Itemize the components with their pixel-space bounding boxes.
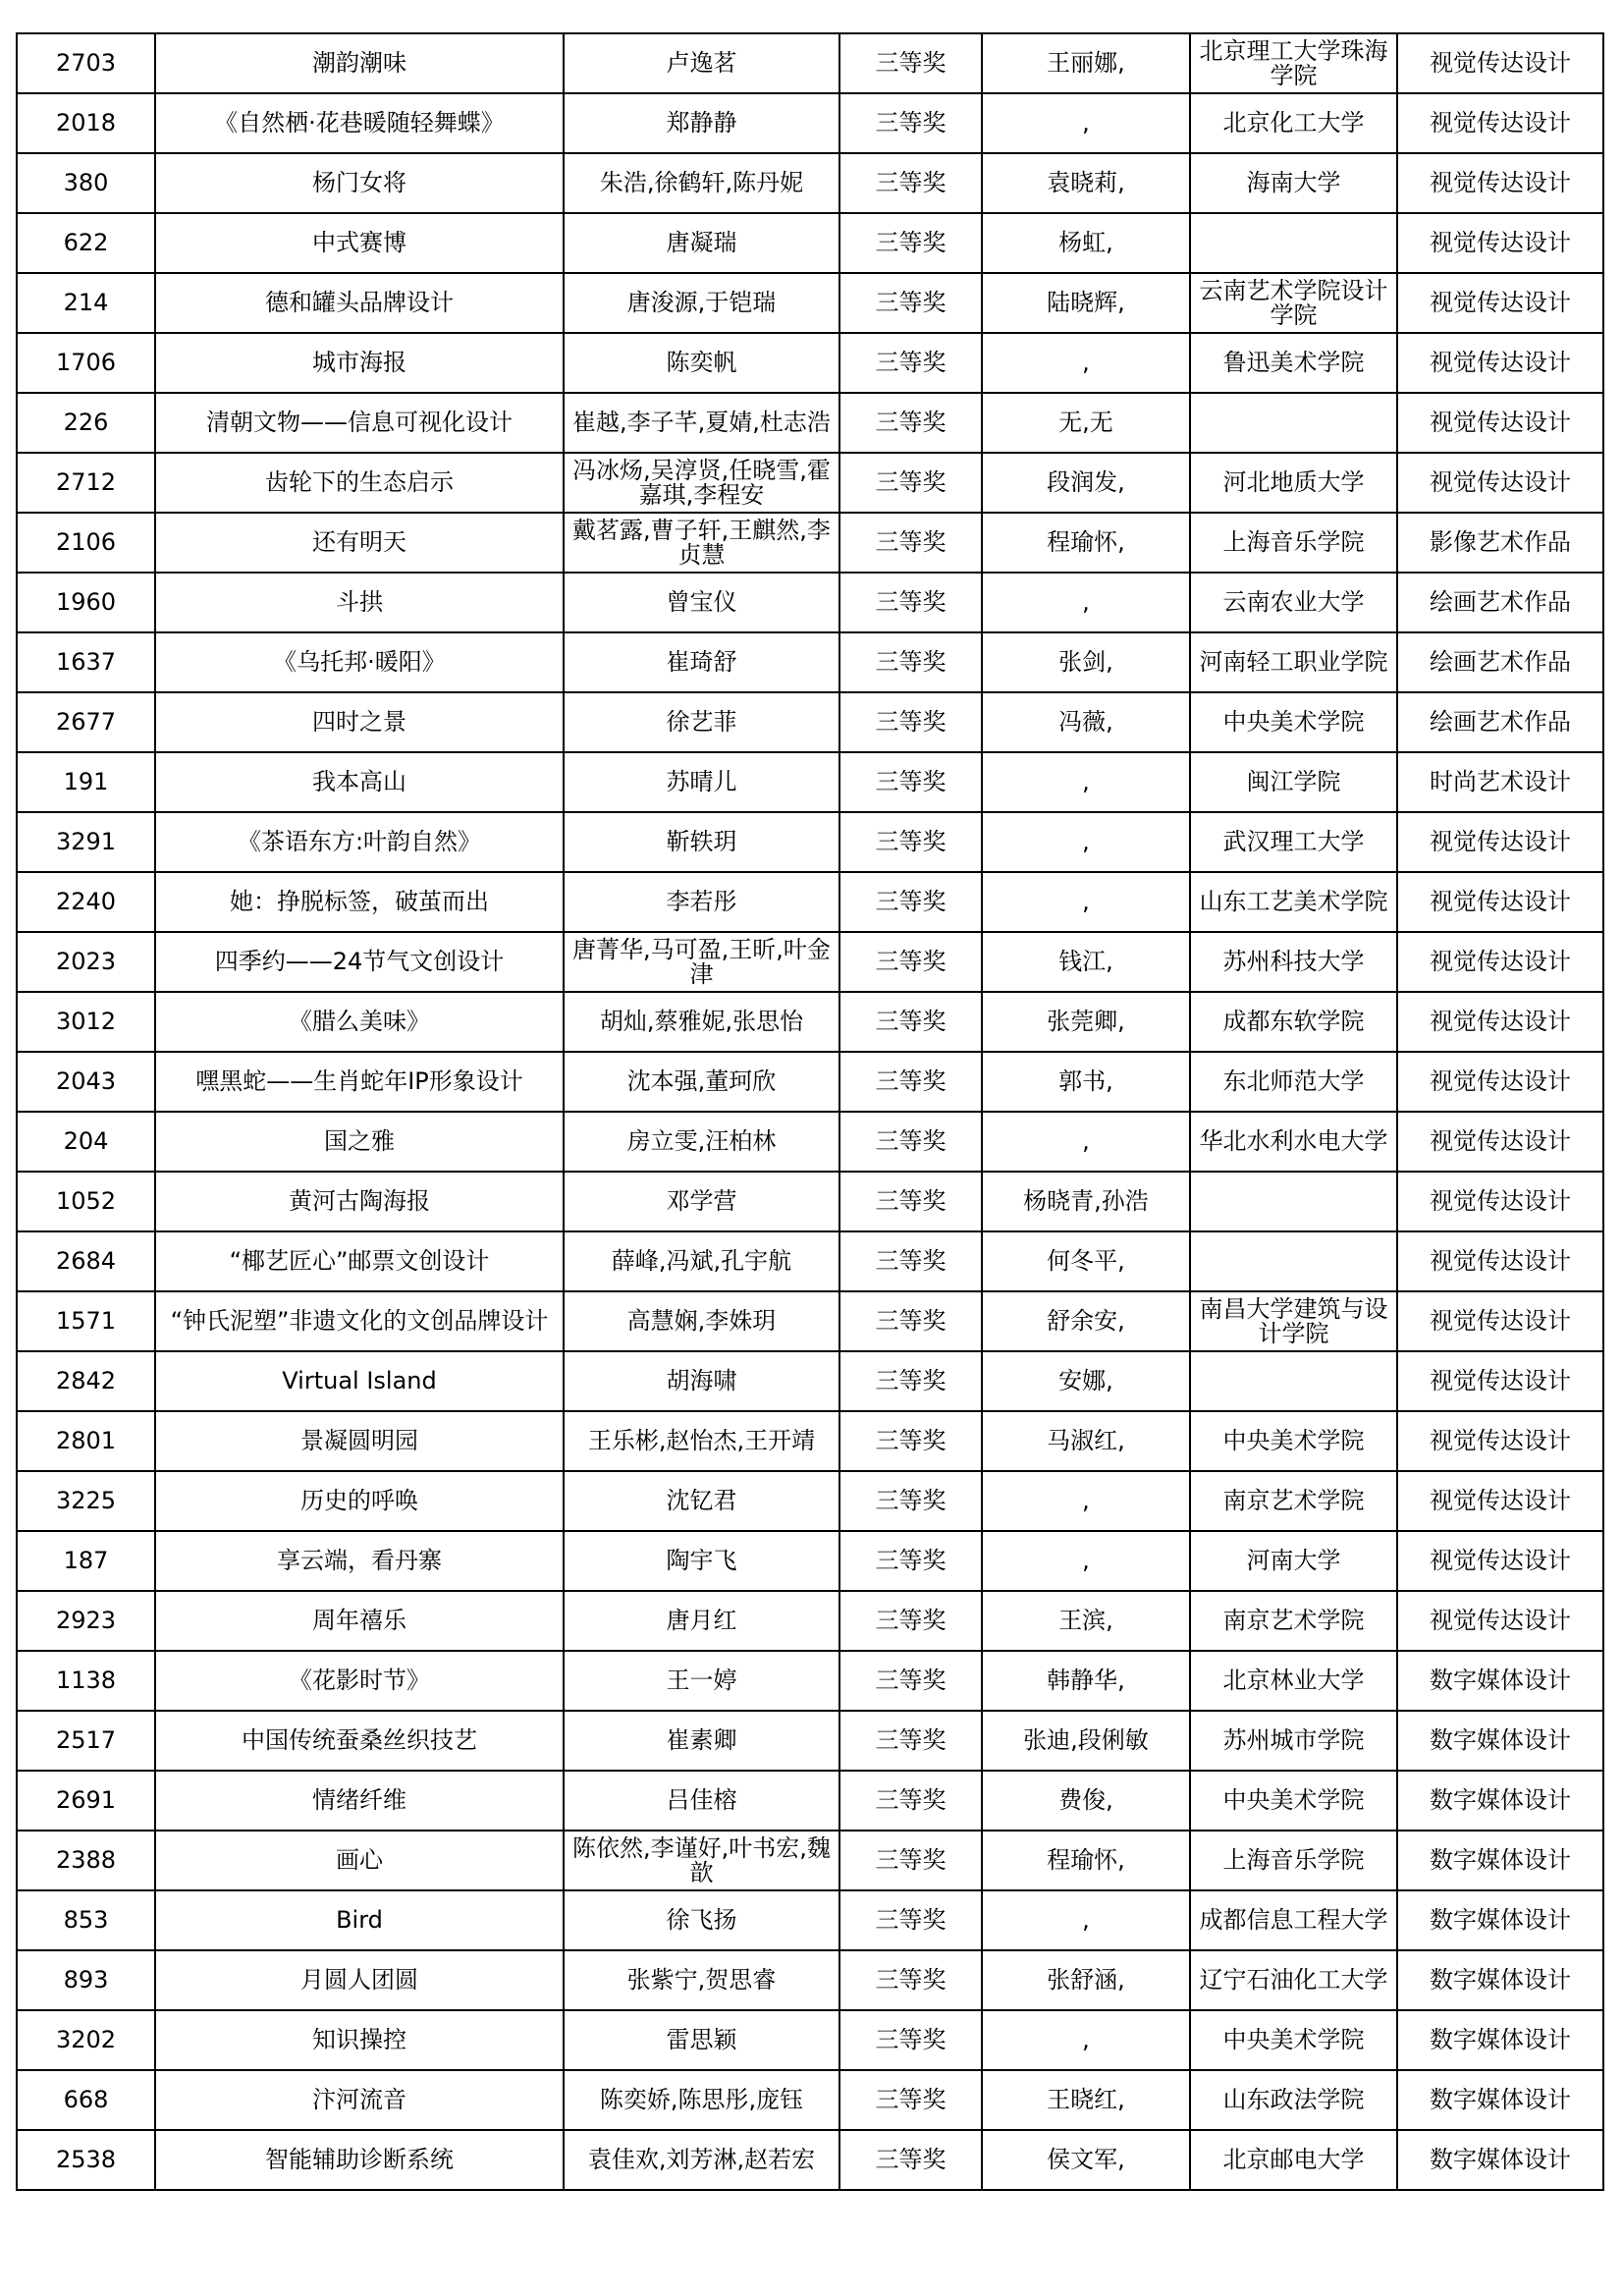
table-row [17,513,1603,573]
table-row [17,992,1603,1052]
table-row [17,33,1603,93]
table-row [17,93,1603,153]
category-cell: 数字媒体设计 [1397,2070,1603,2130]
entry-id-cell: 1706 [17,333,155,393]
authors-cell: 唐凝瑞 [564,213,839,273]
entry-id-cell: 1571 [17,1291,155,1351]
entry-id-cell: 2677 [17,692,155,752]
advisor-cell: 程瑜怀, [982,1831,1190,1890]
table-row [17,2010,1603,2070]
work-title-cell: 中式赛博 [155,213,564,273]
authors-cell: 徐飞扬 [564,1890,839,1950]
award-level-cell: 三等奖 [839,1411,982,1471]
award-level-cell: 三等奖 [839,1112,982,1172]
advisor-cell: 安娜, [982,1351,1190,1411]
work-title-cell: 四季约——24节气文创设计 [155,932,564,992]
school-cell: 成都信息工程大学 [1190,1890,1397,1950]
school-cell: 武汉理工大学 [1190,812,1397,872]
category-cell: 视觉传达设计 [1397,1471,1603,1531]
advisor-cell: 无,无 [982,393,1190,453]
school-cell: 苏州城市学院 [1190,1711,1397,1771]
work-title-cell: 杨门女将 [155,153,564,213]
school-cell: 河南轻工职业学院 [1190,632,1397,692]
table-row [17,1591,1603,1651]
school-cell: 中央美术学院 [1190,2010,1397,2070]
table-row [17,812,1603,872]
table-row [17,2130,1603,2190]
award-level-cell: 三等奖 [839,273,982,333]
category-cell: 绘画艺术作品 [1397,632,1603,692]
award-level-cell: 三等奖 [839,2130,982,2190]
school-cell: 鲁迅美术学院 [1190,333,1397,393]
school-cell: 云南艺术学院设计学院 [1190,273,1397,333]
work-title-cell: 中国传统蚕桑丝织技艺 [155,1711,564,1771]
school-cell: 南京艺术学院 [1190,1591,1397,1651]
award-level-cell: 三等奖 [839,632,982,692]
school-cell: 中央美术学院 [1190,1771,1397,1831]
category-cell: 绘画艺术作品 [1397,692,1603,752]
entry-id-cell: 2240 [17,872,155,932]
table-row [17,1351,1603,1411]
award-level-cell: 三等奖 [839,1471,982,1531]
category-cell: 数字媒体设计 [1397,1890,1603,1950]
school-cell [1190,213,1397,273]
authors-cell: 冯冰炀,吴淳贤,任晓雪,霍嘉琪,李程安 [564,453,839,513]
entry-id-cell: 668 [17,2070,155,2130]
authors-cell: 唐浚源,于铠瑞 [564,273,839,333]
work-title-cell: Virtual Island [155,1351,564,1411]
table-row [17,1950,1603,2010]
entry-id-cell: 2043 [17,1052,155,1112]
work-title-cell: 周年禧乐 [155,1591,564,1651]
work-title-cell: Bird [155,1890,564,1950]
entry-id-cell: 2712 [17,453,155,513]
advisor-cell: 张迪,段俐敏 [982,1711,1190,1771]
work-title-cell: 月圆人团圆 [155,1950,564,2010]
authors-cell: 靳轶玥 [564,812,839,872]
entry-id-cell: 2691 [17,1771,155,1831]
work-title-cell: 清朝文物——信息可视化设计 [155,393,564,453]
authors-cell: 沈钇君 [564,1471,839,1531]
table-row [17,1471,1603,1531]
authors-cell: 胡海啸 [564,1351,839,1411]
award-level-cell: 三等奖 [839,812,982,872]
advisor-cell: , [982,1112,1190,1172]
school-cell [1190,393,1397,453]
category-cell: 时尚艺术设计 [1397,752,1603,812]
school-cell: 河北地质大学 [1190,453,1397,513]
authors-cell: 崔越,李子芊,夏婧,杜志浩 [564,393,839,453]
work-title-cell: 《乌托邦·暖阳》 [155,632,564,692]
category-cell: 视觉传达设计 [1397,33,1603,93]
category-cell: 视觉传达设计 [1397,1591,1603,1651]
table-row [17,153,1603,213]
school-cell: 云南农业大学 [1190,573,1397,632]
award-level-cell: 三等奖 [839,1771,982,1831]
school-cell: 山东政法学院 [1190,2070,1397,2130]
entry-id-cell: 2106 [17,513,155,573]
category-cell: 视觉传达设计 [1397,1531,1603,1591]
school-cell: 成都东软学院 [1190,992,1397,1052]
entry-id-cell: 1637 [17,632,155,692]
advisor-cell: 马淑红, [982,1411,1190,1471]
table-row [17,1531,1603,1591]
award-level-cell: 三等奖 [839,1890,982,1950]
school-cell [1190,1351,1397,1411]
category-cell: 视觉传达设计 [1397,1231,1603,1291]
entry-id-cell: 893 [17,1950,155,2010]
authors-cell: 房立雯,汪柏林 [564,1112,839,1172]
category-cell: 视觉传达设计 [1397,273,1603,333]
award-level-cell: 三等奖 [839,453,982,513]
work-title-cell: 四时之景 [155,692,564,752]
table-row [17,1172,1603,1231]
advisor-cell: , [982,93,1190,153]
authors-cell: 唐菁华,马可盈,王昕,叶金津 [564,932,839,992]
advisor-cell: 郭书, [982,1052,1190,1112]
school-cell: 辽宁石油化工大学 [1190,1950,1397,2010]
school-cell [1190,1231,1397,1291]
advisor-cell: 费俊, [982,1771,1190,1831]
advisor-cell: 陆晓辉, [982,273,1190,333]
award-level-cell: 三等奖 [839,1651,982,1711]
table-row [17,932,1603,992]
award-level-cell: 三等奖 [839,2010,982,2070]
category-cell: 数字媒体设计 [1397,1950,1603,2010]
table-row [17,2070,1603,2130]
authors-cell: 苏晴儿 [564,752,839,812]
category-cell: 视觉传达设计 [1397,93,1603,153]
category-cell: 视觉传达设计 [1397,1052,1603,1112]
entry-id-cell: 3202 [17,2010,155,2070]
advisor-cell: 韩静华, [982,1651,1190,1711]
entry-id-cell: 204 [17,1112,155,1172]
table-row [17,333,1603,393]
work-title-cell: 画心 [155,1831,564,1890]
school-cell: 北京理工大学珠海学院 [1190,33,1397,93]
work-title-cell: 她：挣脱标签，破茧而出 [155,872,564,932]
work-title-cell: 我本高山 [155,752,564,812]
category-cell: 视觉传达设计 [1397,1411,1603,1471]
award-level-cell: 三等奖 [839,93,982,153]
table-row [17,632,1603,692]
entry-id-cell: 2801 [17,1411,155,1471]
school-cell: 中央美术学院 [1190,1411,1397,1471]
category-cell: 数字媒体设计 [1397,1651,1603,1711]
category-cell: 数字媒体设计 [1397,1771,1603,1831]
work-title-cell: 智能辅助诊断系统 [155,2130,564,2190]
entry-id-cell: 1960 [17,573,155,632]
authors-cell: 张紫宁,贺思睿 [564,1950,839,2010]
entry-id-cell: 226 [17,393,155,453]
category-cell: 视觉传达设计 [1397,453,1603,513]
entry-id-cell: 2923 [17,1591,155,1651]
advisor-cell: 程瑜怀, [982,513,1190,573]
category-cell: 视觉传达设计 [1397,1351,1603,1411]
authors-cell: 唐月红 [564,1591,839,1651]
entry-id-cell: 1052 [17,1172,155,1231]
school-cell: 中央美术学院 [1190,692,1397,752]
authors-cell: 曾宝仪 [564,573,839,632]
work-title-cell: 情绪纤维 [155,1771,564,1831]
entry-id-cell: 2703 [17,33,155,93]
entry-id-cell: 2517 [17,1711,155,1771]
category-cell: 视觉传达设计 [1397,1291,1603,1351]
school-cell: 上海音乐学院 [1190,513,1397,573]
work-title-cell: 知识操控 [155,2010,564,2070]
entry-id-cell: 622 [17,213,155,273]
entry-id-cell: 3291 [17,812,155,872]
advisor-cell: 杨晓青,孙浩 [982,1172,1190,1231]
award-level-cell: 三等奖 [839,992,982,1052]
awards-table-body [17,33,1603,2190]
table-row [17,692,1603,752]
entry-id-cell: 380 [17,153,155,213]
advisor-cell: 钱江, [982,932,1190,992]
entry-id-cell: 2842 [17,1351,155,1411]
advisor-cell: , [982,1471,1190,1531]
advisor-cell: , [982,872,1190,932]
award-level-cell: 三等奖 [839,513,982,573]
table-row [17,213,1603,273]
authors-cell: 陈奕娇,陈思彤,庞钰 [564,2070,839,2130]
school-cell: 北京林业大学 [1190,1651,1397,1711]
category-cell: 数字媒体设计 [1397,2130,1603,2190]
category-cell: 数字媒体设计 [1397,2010,1603,2070]
work-title-cell: 景凝圆明园 [155,1411,564,1471]
work-title-cell: 还有明天 [155,513,564,573]
authors-cell: 崔素卿 [564,1711,839,1771]
entry-id-cell: 853 [17,1890,155,1950]
award-level-cell: 三等奖 [839,573,982,632]
authors-cell: 薛峰,冯斌,孔宇航 [564,1231,839,1291]
entry-id-cell: 187 [17,1531,155,1591]
category-cell: 视觉传达设计 [1397,213,1603,273]
school-cell: 山东工艺美术学院 [1190,872,1397,932]
entry-id-cell: 2018 [17,93,155,153]
authors-cell: 雷思颖 [564,2010,839,2070]
table-row [17,872,1603,932]
award-level-cell: 三等奖 [839,1591,982,1651]
award-level-cell: 三等奖 [839,213,982,273]
category-cell: 数字媒体设计 [1397,1831,1603,1890]
work-title-cell: “椰艺匠心”邮票文创设计 [155,1231,564,1291]
authors-cell: 戴茗露,曹子轩,王麒然,李贞慧 [564,513,839,573]
award-level-cell: 三等奖 [839,153,982,213]
award-level-cell: 三等奖 [839,1831,982,1890]
entry-id-cell: 3225 [17,1471,155,1531]
advisor-cell: , [982,752,1190,812]
category-cell: 视觉传达设计 [1397,153,1603,213]
advisor-cell: 张莞卿, [982,992,1190,1052]
category-cell: 数字媒体设计 [1397,1711,1603,1771]
advisor-cell: , [982,1890,1190,1950]
table-row [17,1291,1603,1351]
category-cell: 视觉传达设计 [1397,812,1603,872]
authors-cell: 朱浩,徐鹤轩,陈丹妮 [564,153,839,213]
work-title-cell: 享云端，看丹寨 [155,1531,564,1591]
authors-cell: 陶宇飞 [564,1531,839,1591]
authors-cell: 王一婷 [564,1651,839,1711]
category-cell: 绘画艺术作品 [1397,573,1603,632]
school-cell: 华北水利水电大学 [1190,1112,1397,1172]
work-title-cell: 嘿黑蛇——生肖蛇年IP形象设计 [155,1052,564,1112]
authors-cell: 李若彤 [564,872,839,932]
award-level-cell: 三等奖 [839,1231,982,1291]
entry-id-cell: 3012 [17,992,155,1052]
table-row [17,1231,1603,1291]
school-cell: 上海音乐学院 [1190,1831,1397,1890]
award-level-cell: 三等奖 [839,1291,982,1351]
authors-cell: 沈本强,董珂欣 [564,1052,839,1112]
authors-cell: 胡灿,蔡雅妮,张思怡 [564,992,839,1052]
entry-id-cell: 2538 [17,2130,155,2190]
school-cell: 海南大学 [1190,153,1397,213]
table-row [17,1831,1603,1890]
award-level-cell: 三等奖 [839,872,982,932]
school-cell: 南京艺术学院 [1190,1471,1397,1531]
table-row [17,1052,1603,1112]
category-cell: 视觉传达设计 [1397,872,1603,932]
advisor-cell: 张舒涵, [982,1950,1190,2010]
work-title-cell: 潮韵潮味 [155,33,564,93]
category-cell: 视觉传达设计 [1397,333,1603,393]
advisor-cell: , [982,2010,1190,2070]
award-level-cell: 三等奖 [839,1052,982,1112]
category-cell: 影像艺术作品 [1397,513,1603,573]
category-cell: 视觉传达设计 [1397,393,1603,453]
work-title-cell: 城市海报 [155,333,564,393]
entry-id-cell: 2684 [17,1231,155,1291]
authors-cell: 徐艺菲 [564,692,839,752]
authors-cell: 袁佳欢,刘芳淋,赵若宏 [564,2130,839,2190]
school-cell: 东北师范大学 [1190,1052,1397,1112]
work-title-cell: “钟氏泥塑”非遗文化的文创品牌设计 [155,1291,564,1351]
work-title-cell: 《自然栖·花巷暖随轻舞蝶》 [155,93,564,153]
category-cell: 视觉传达设计 [1397,1112,1603,1172]
school-cell [1190,1172,1397,1231]
award-level-cell: 三等奖 [839,33,982,93]
table-row [17,453,1603,513]
table-row [17,752,1603,812]
work-title-cell: 黄河古陶海报 [155,1172,564,1231]
authors-cell: 郑静静 [564,93,839,153]
award-level-cell: 三等奖 [839,2070,982,2130]
advisor-cell: 何冬平, [982,1231,1190,1291]
advisor-cell: 王滨, [982,1591,1190,1651]
school-cell: 闽江学院 [1190,752,1397,812]
authors-cell: 吕佳榕 [564,1771,839,1831]
award-level-cell: 三等奖 [839,1172,982,1231]
table-row [17,1651,1603,1711]
award-level-cell: 三等奖 [839,692,982,752]
work-title-cell: 国之雅 [155,1112,564,1172]
award-level-cell: 三等奖 [839,752,982,812]
category-cell: 视觉传达设计 [1397,932,1603,992]
work-title-cell: 德和罐头品牌设计 [155,273,564,333]
award-level-cell: 三等奖 [839,1531,982,1591]
work-title-cell: 斗拱 [155,573,564,632]
table-row [17,1771,1603,1831]
work-title-cell: 齿轮下的生态启示 [155,453,564,513]
advisor-cell: 王丽娜, [982,33,1190,93]
authors-cell: 陈奕帆 [564,333,839,393]
authors-cell: 王乐彬,赵怡杰,王开靖 [564,1411,839,1471]
table-row [17,273,1603,333]
work-title-cell: 《腊么美味》 [155,992,564,1052]
entry-id-cell: 214 [17,273,155,333]
work-title-cell: 《花影时节》 [155,1651,564,1711]
category-cell: 视觉传达设计 [1397,1172,1603,1231]
authors-cell: 崔琦舒 [564,632,839,692]
entry-id-cell: 2388 [17,1831,155,1890]
entry-id-cell: 1138 [17,1651,155,1711]
authors-cell: 高慧娴,李姝玥 [564,1291,839,1351]
award-level-cell: 三等奖 [839,333,982,393]
school-cell: 河南大学 [1190,1531,1397,1591]
advisor-cell: , [982,1531,1190,1591]
school-cell: 苏州科技大学 [1190,932,1397,992]
school-cell: 南昌大学建筑与设计学院 [1190,1291,1397,1351]
award-level-cell: 三等奖 [839,1950,982,2010]
work-title-cell: 历史的呼唤 [155,1471,564,1531]
advisor-cell: 杨虹, [982,213,1190,273]
advisor-cell: , [982,333,1190,393]
table-row [17,1112,1603,1172]
work-title-cell: 《茶语东方:叶韵自然》 [155,812,564,872]
table-row [17,1711,1603,1771]
awards-table [16,32,1604,2191]
advisor-cell: , [982,812,1190,872]
award-level-cell: 三等奖 [839,1351,982,1411]
award-level-cell: 三等奖 [839,932,982,992]
award-level-cell: 三等奖 [839,1711,982,1771]
category-cell: 视觉传达设计 [1397,992,1603,1052]
table-row [17,393,1603,453]
advisor-cell: 张剑, [982,632,1190,692]
entry-id-cell: 2023 [17,932,155,992]
school-cell: 北京邮电大学 [1190,2130,1397,2190]
table-row [17,1890,1603,1950]
advisor-cell: 舒余安, [982,1291,1190,1351]
school-cell: 北京化工大学 [1190,93,1397,153]
authors-cell: 卢逸茗 [564,33,839,93]
table-row [17,1411,1603,1471]
authors-cell: 陈依然,李谨好,叶书宏,魏歆 [564,1831,839,1890]
award-level-cell: 三等奖 [839,393,982,453]
authors-cell: 邓学营 [564,1172,839,1231]
advisor-cell: 侯文军, [982,2130,1190,2190]
advisor-cell: 冯薇, [982,692,1190,752]
advisor-cell: 段润发, [982,453,1190,513]
table-row [17,573,1603,632]
work-title-cell: 汴河流音 [155,2070,564,2130]
entry-id-cell: 191 [17,752,155,812]
advisor-cell: , [982,573,1190,632]
advisor-cell: 王晓红, [982,2070,1190,2130]
advisor-cell: 袁晓莉, [982,153,1190,213]
